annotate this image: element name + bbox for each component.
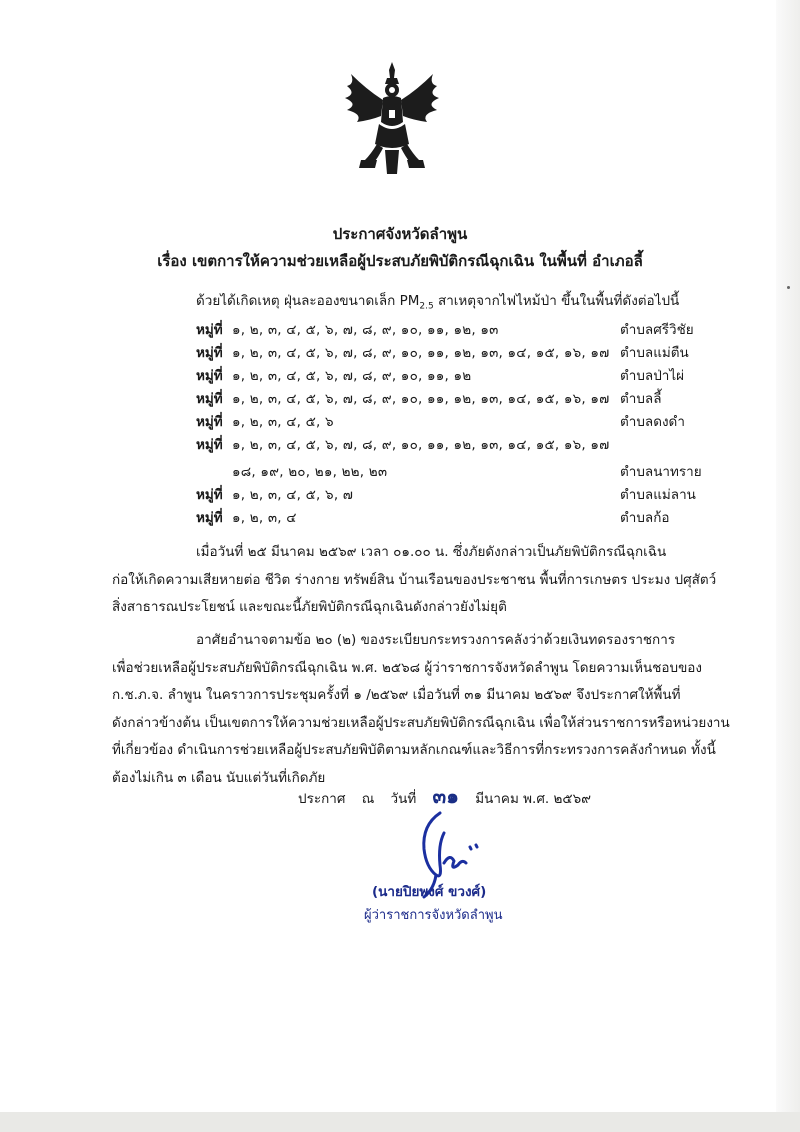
paragraph-line: ดังกล่าวข้างต้น เป็นเขตการให้ความช่วยเหลือผู้ประสบภัยพิบัติกรณีฉุกเฉิน เพื่อให้ส่วนราชการหรือหน่วยงาน [112,714,730,731]
village-numbers: ๑, ๒, ๓, ๔, ๕, ๖, ๗, ๘, ๙, ๑๐, ๑๑, ๑๒, ๑๓ [232,322,499,338]
paragraph-line: ก.ช.ภ.จ. ลำพูน ในคราวการประชุมครั้งที่ ๑ /๒๕๖๙ เมื่อวันที่ ๓๑ มีนาคม ๒๕๖๙ จึงประกาศให้พื้นที่ [112,687,681,703]
village-numbers: ๑, ๒, ๓, ๔, ๕, ๖, ๗ [232,487,354,503]
document-title: ประกาศจังหวัดลำพูน [332,225,468,243]
village-label: หมู่ที่ [196,322,223,338]
paragraph-authority [112,628,730,793]
paragraph-line: สิ่งสาธารณประโยชน์ และขณะนี้ภัยพิบัติกรณีฉุกเฉินดังกล่าวยังไม่ยุติ [112,599,507,615]
tambon-name: ตำบลลี้ [620,391,662,407]
tambon-name: ตำบลนาทราย [620,464,702,480]
village-label: หมู่ที่ [196,510,223,526]
village-numbers: ๑, ๒, ๓, ๔ [232,510,297,526]
intro-subscript: 2.5 [419,301,434,312]
paragraph-line: ต้องไม่เกิน ๓ เดือน นับแต่วันที่เกิดภัย [112,769,326,786]
village-label: หมู่ที่ [196,391,223,407]
announce-at: ณ [361,791,375,807]
month-year: มีนาคม พ.ศ. ๒๕๖๙ [475,791,592,807]
scan-speck [787,286,790,289]
village-numbers: ๑, ๒, ๓, ๔, ๕, ๖, ๗, ๘, ๙, ๑๐, ๑๑, ๑๒, ๑๓, ๑๔, ๑๕, ๑๖, ๑๗ [232,437,610,453]
garuda-emblem-icon [337,60,447,178]
paragraph-incident [112,540,717,623]
intro-text-end: สาเหตุจากไฟไหม้ป่า ขึ้นในพื้นที่ดังต่อไปนี้ [433,293,680,309]
village-numbers: ๑๘, ๑๙, ๒๐, ๒๑, ๒๒, ๒๓ [232,464,388,480]
signer-name: (นายปิยพงศ์ ขวงศ์) [372,884,487,900]
village-label: หมู่ที่ [196,368,223,384]
paragraph-line: ก่อให้เกิดความเสียหายต่อ ชีวิต ร่างกาย ทรัพย์สิน บ้านเรือนของประชาชน พื้นที่การเกษตร ประมง ปศุสัตว์ [112,571,717,588]
announce-label: ประกาศ [298,791,346,807]
village-numbers: ๑, ๒, ๓, ๔, ๕, ๖, ๗, ๘, ๙, ๑๐, ๑๑, ๑๒, ๑๓, ๑๔, ๑๕, ๑๖, ๑๗ [232,391,610,407]
signer-position: ผู้ว่าราชการจังหวัดลำพูน [364,908,503,923]
village-label: หมู่ที่ [196,437,223,453]
tambon-name: ตำบลแม่ลาน [620,487,696,503]
paragraph-line: เมื่อวันที่ ๒๕ มีนาคม ๒๕๖๙ เวลา ๐๑.๐๐ น. ซึ่งภัยดังกล่าวเป็นภัยพิบัติกรณีฉุกเฉิน [196,544,667,560]
village-numbers: ๑, ๒, ๓, ๔, ๕, ๖ [232,414,334,430]
intro-text: ด้วยได้เกิดเหตุ ฝุ่นละอองขนาดเล็ก PM [196,293,420,309]
village-label: หมู่ที่ [196,487,223,503]
village-numbers: ๑, ๒, ๓, ๔, ๕, ๖, ๗, ๘, ๙, ๑๐, ๑๑, ๑๒ [232,368,472,384]
handwritten-day: ๓๑ [432,784,459,808]
scan-margin [0,1112,800,1132]
village-label: หมู่ที่ [196,414,223,430]
village-label: หมู่ที่ [196,345,223,361]
paragraph-line: ที่เกี่ยวข้อง ดำเนินการช่วยเหลือผู้ประสบภัยพิบัติตามหลักเกณฑ์และวิธีการที่กระทรวงการคลังกำหนด ทั้งนี้ [112,742,716,758]
paragraph-line: เพื่อช่วยเหลือผู้ประสบภัยพิบัติกรณีฉุกเฉิน พ.ศ. ๒๕๖๘ ผู้ว่าราชการจังหวัดลำพูน โดยความเห็นชอบของ [112,659,703,676]
tambon-name: ตำบลดงดำ [620,414,685,430]
tambon-name: ตำบลก้อ [620,510,670,526]
intro-line [196,289,679,312]
document-subject: เรื่อง เขตการให้ความช่วยเหลือผู้ประสบภัยพิบัติกรณีฉุกเฉิน ในพื้นที่ อำเภอลี้ [157,252,643,270]
paragraph-line: อาศัยอำนาจตามข้อ ๒๐ (๒) ของระเบียบกระทรวงการคลังว่าด้วยเงินทดรองราชการ [196,632,676,648]
page-edge [776,0,800,1112]
tambon-name: ตำบลศรีวิชัย [620,322,694,338]
tambon-name: ตำบลแม่ตืน [620,345,689,361]
date-label: วันที่ [390,791,417,807]
village-numbers: ๑, ๒, ๓, ๔, ๕, ๖, ๗, ๘, ๙, ๑๐, ๑๑, ๑๒, ๑๓, ๑๔, ๑๕, ๑๖, ๑๗ [232,345,610,361]
tambon-name: ตำบลป่าไผ่ [620,368,685,384]
